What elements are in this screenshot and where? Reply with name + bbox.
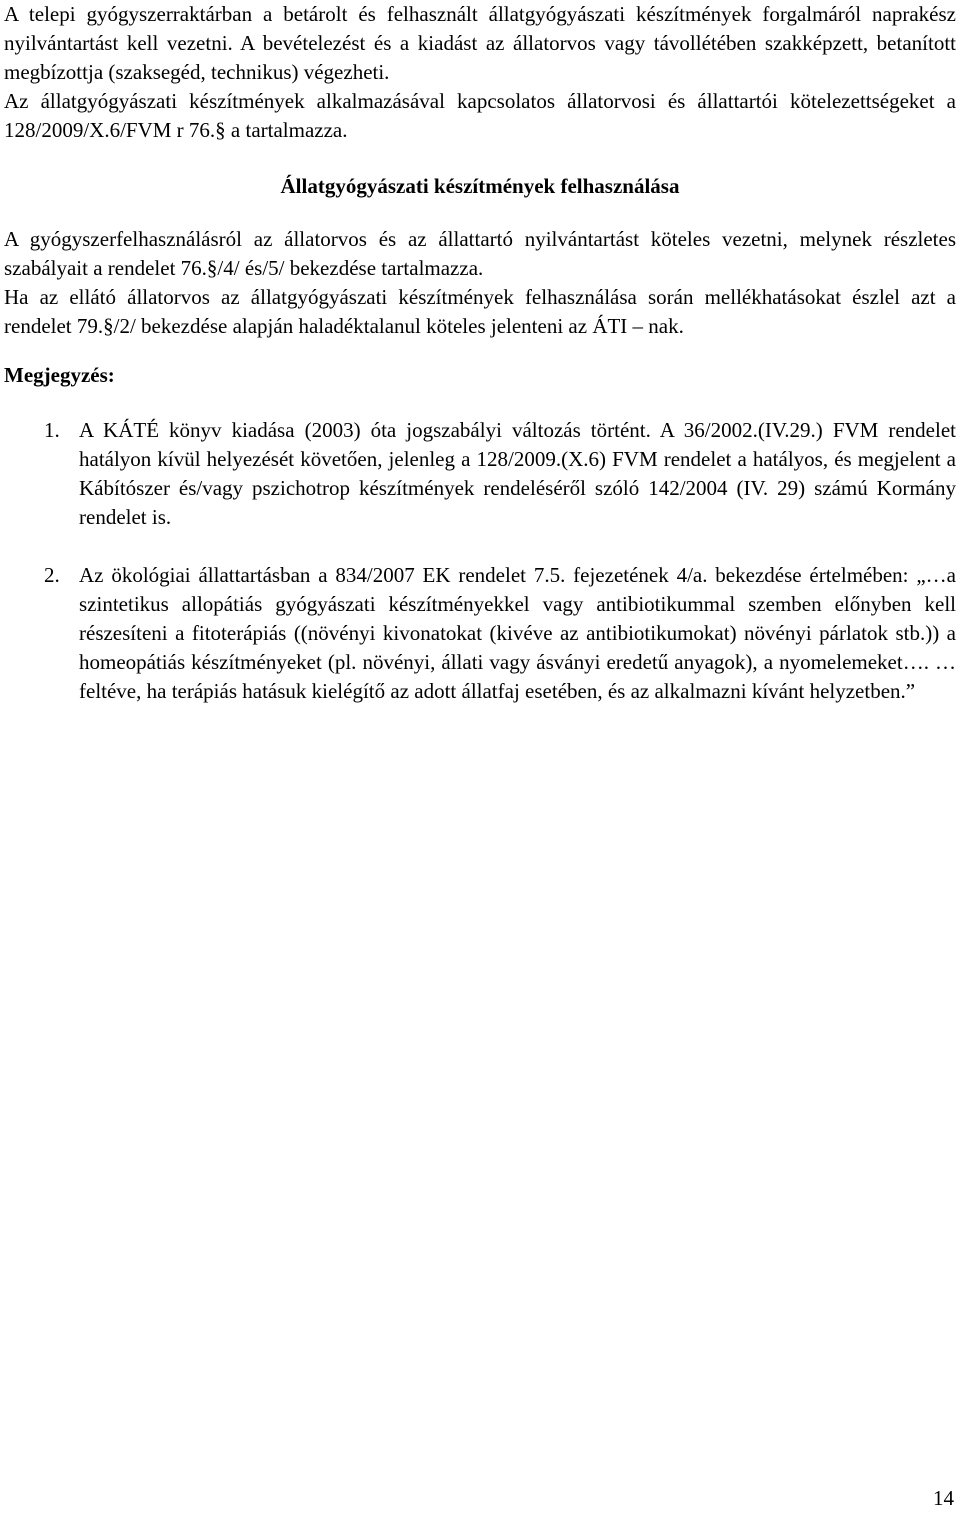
section-paragraph-1: A gyógyszerfelhasználásról az állatorvos és az állattartó nyilvántartást köteles vezetni, melynek részletes szabályait a rendelet 76.§/4/ és/5/ bekezdése tartalmazza. xyxy=(4,227,956,280)
section-heading: Állatgyógyászati készítmények felhasználása xyxy=(280,174,680,198)
document-page xyxy=(4,0,956,706)
note-number: 1. xyxy=(44,418,60,442)
note-text: A KÁTÉ könyv kiadása (2003) óta jogszabályi változás történt. A 36/2002.(IV.29.) FVM rendelet hatályon kívül helyezését követően, jelenleg a 128/2009.(X.6) FVM rendelet a hatályos, és megjelent a Kábítószer és/vagy pszichotrop készítmények rendeléséről szóló 142/2004 (IV. 29) számú Kormány rendelet is. xyxy=(79,418,956,529)
intro-paragraph-2: Az állatgyógyászati készítmények alkalmazásával kapcsolatos állatorvosi és állattartói kötelezettségeket a 128/2009/X.6/FVM r 76.§ a tartalmazza. xyxy=(4,89,956,142)
intro-paragraph-1: A telepi gyógyszerraktárban a betárolt és felhasznált állatgyógyászati készítmények forgalmáról naprakész nyilvántartást kell vezetni. A bevételezést és a kiadást az állatorvos vagy távollétében szakképzett, betanított megbízottja (szaksegéd, technikus) végezheti. xyxy=(4,2,956,84)
page-number: 14 xyxy=(933,1486,954,1510)
note-text: Az ökológiai állattartásban a 834/2007 EK rendelet 7.5. fejezetének 4/a. bekezdése értelmében: „…a szintetikus allopátiás gyógyászati készítményekkel vagy antibiotikummal szemben előnyben kell részesíteni a fitoterápiás ((növényi kivonatokat (kivéve az antibiotikumokat) növényi párlatok stb.)) a homeopátiás készítményeket (pl. növényi, állati vagy ásványi eredetű anyagok), a nyomelemeket…. … feltéve, ha terápiás hatásuk kielégítő az adott állatfaj esetében, és az alkalmazni kívánt helyzetben.” xyxy=(79,563,956,703)
note-item-1 xyxy=(4,416,956,532)
section-paragraph-2: Ha az ellátó állatorvos az állatgyógyászati készítmények felhasználása során mellékhatásokat észlel azt a rendelet 79.§/2/ bekezdése alapján haladéktalanul köteles jelenteni az ÁTI – nak. xyxy=(4,285,956,338)
note-item-2 xyxy=(4,561,956,706)
note-number: 2. xyxy=(44,563,60,587)
notes-title: Megjegyzés: xyxy=(4,363,115,387)
